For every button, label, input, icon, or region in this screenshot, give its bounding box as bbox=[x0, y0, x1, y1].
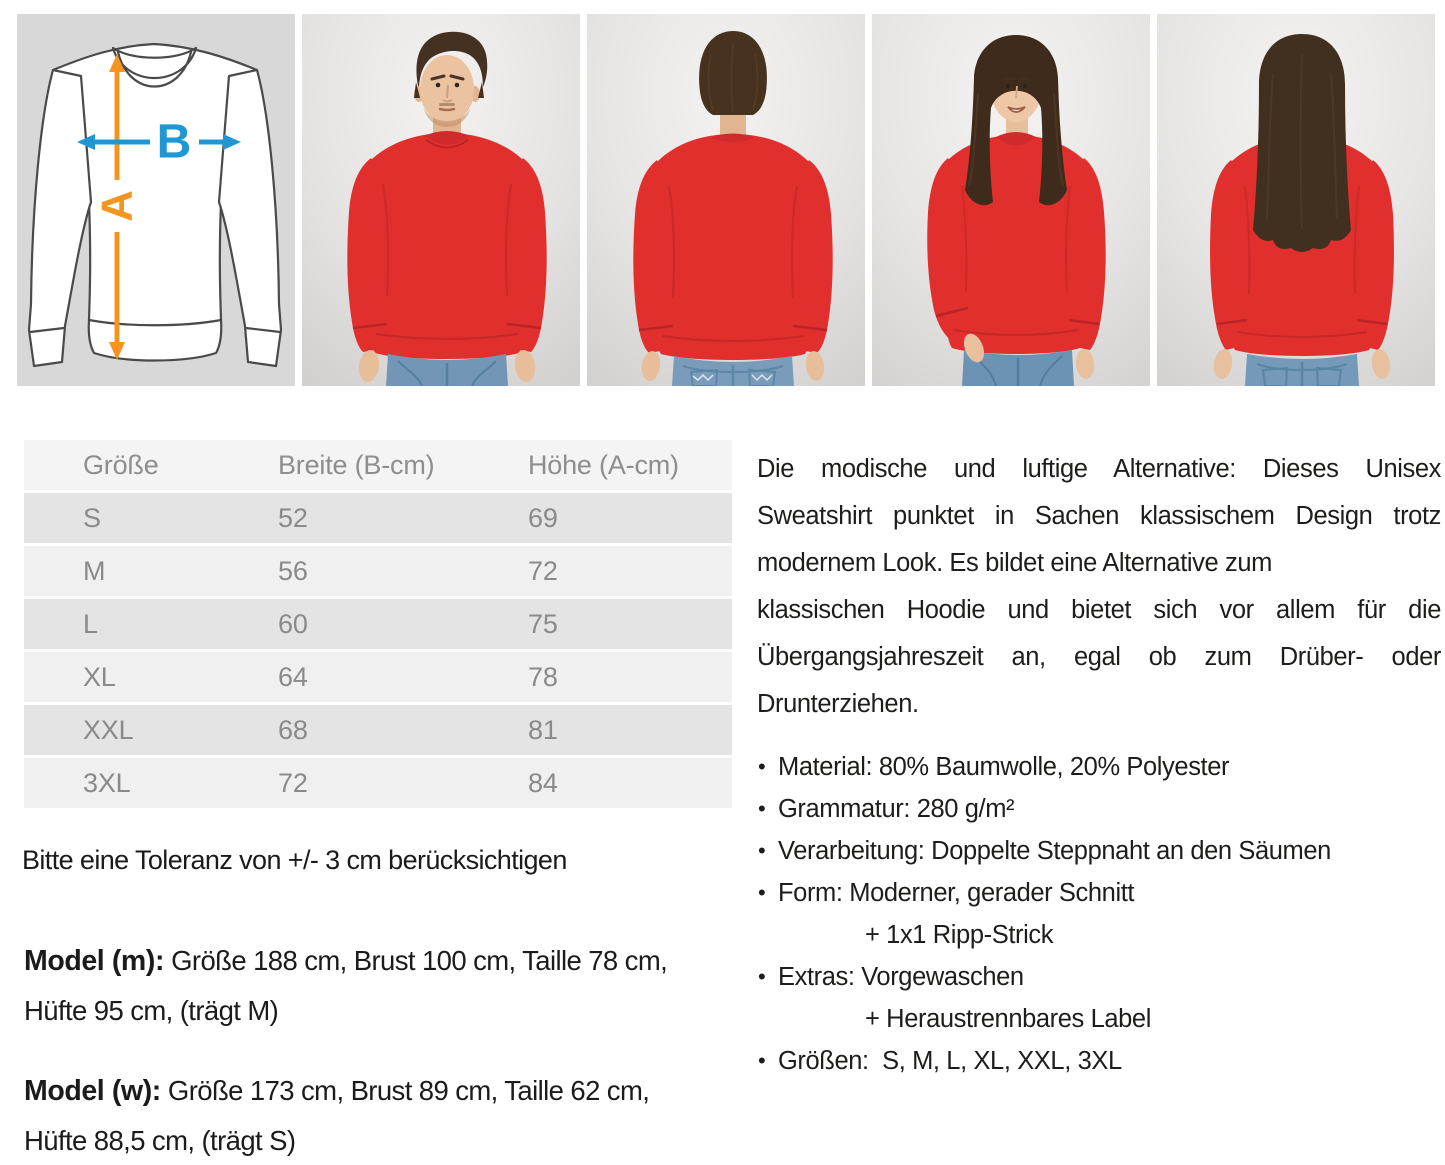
size-cell: 69 bbox=[528, 502, 558, 533]
size-table-row bbox=[24, 599, 732, 649]
feature-item bbox=[757, 956, 1441, 998]
size-diagram bbox=[17, 14, 295, 386]
feature-item bbox=[757, 788, 1441, 830]
height-label: A bbox=[92, 190, 142, 222]
size-cell: 81 bbox=[528, 714, 558, 745]
size-table-row bbox=[24, 493, 732, 543]
size-table-header-row bbox=[24, 440, 732, 490]
description-line: Übergangsjahreszeit an, egal ob zum Drüber- oder bbox=[757, 643, 1441, 671]
feature-text: + 1x1 Ripp-Strick bbox=[865, 921, 1054, 949]
model-m-label: Model (m): bbox=[24, 944, 165, 977]
size-cell: 72 bbox=[278, 767, 308, 798]
male-back-illustration bbox=[587, 14, 865, 386]
description-paragraph bbox=[757, 446, 1441, 728]
feature-item bbox=[757, 1040, 1441, 1082]
feature-continuation bbox=[757, 914, 1441, 956]
description-line: Die modische und luftige Alternative: Dieses Unisex bbox=[757, 455, 1441, 483]
feature-text: Form: Moderner, gerader Schnitt bbox=[778, 879, 1135, 907]
size-table-row bbox=[24, 705, 732, 755]
size-cell: 75 bbox=[528, 608, 558, 639]
image-gallery bbox=[17, 14, 1435, 386]
photo-male-back bbox=[587, 14, 865, 386]
size-cell: 52 bbox=[278, 502, 308, 533]
feature-continuation bbox=[757, 998, 1441, 1040]
model-w-details: Größe 173 cm, Brust 89 cm, Taille 62 cm, Hüfte 88,5 cm, (trägt S) bbox=[24, 1074, 650, 1156]
description-line: modernem Look. Es bildet eine Alternative zum bbox=[757, 549, 1272, 577]
photo-female-back bbox=[1157, 14, 1435, 386]
feature-text: Grammatur: 280 g/m² bbox=[778, 795, 1015, 823]
description-line: Sweatshirt punktet in Sachen klassischem Design trotz bbox=[757, 502, 1441, 530]
model-m-info bbox=[24, 936, 719, 1035]
size-cell: 84 bbox=[528, 767, 558, 798]
size-col-header: Größe bbox=[83, 449, 159, 480]
width-label: B bbox=[156, 115, 192, 169]
feature-item bbox=[757, 746, 1441, 788]
size-cell: 64 bbox=[278, 661, 308, 692]
female-front-illustration bbox=[872, 14, 1150, 386]
model-w-info bbox=[24, 1066, 719, 1165]
feature-text: Verarbeitung: Doppelte Steppnaht an den Säumen bbox=[778, 837, 1331, 865]
size-cell: 78 bbox=[528, 661, 558, 692]
female-back-illustration bbox=[1157, 14, 1435, 386]
photo-male-front bbox=[302, 14, 580, 386]
size-cell: 56 bbox=[278, 555, 308, 586]
size-table-row bbox=[24, 652, 732, 702]
size-cell: 72 bbox=[528, 555, 558, 586]
size-table bbox=[24, 440, 732, 811]
size-cell: 3XL bbox=[83, 767, 131, 798]
size-table-row bbox=[24, 546, 732, 596]
size-table-row bbox=[24, 758, 732, 808]
product-description-column bbox=[757, 446, 1441, 1082]
model-m-details: Größe 188 cm, Brust 100 cm, Taille 78 cm, Hüfte 95 cm, (trägt M) bbox=[24, 944, 668, 1026]
size-col-header: Höhe (A-cm) bbox=[528, 449, 679, 480]
size-cell: 68 bbox=[278, 714, 308, 745]
feature-text: + Heraustrennbares Label bbox=[865, 1005, 1151, 1033]
size-col-header: Breite (B-cm) bbox=[278, 449, 435, 480]
description-line: klassischen Hoodie und bietet sich vor allem für die bbox=[757, 596, 1441, 624]
size-cell: XL bbox=[83, 661, 116, 692]
description-line: Drunterziehen. bbox=[757, 690, 919, 718]
size-cell: S bbox=[83, 502, 101, 533]
feature-item bbox=[757, 872, 1441, 914]
size-diagram-drawing bbox=[17, 14, 295, 386]
feature-item bbox=[757, 830, 1441, 872]
tolerance-note: Bitte eine Toleranz von +/- 3 cm berücksichtigen bbox=[22, 845, 567, 875]
size-cell: XXL bbox=[83, 714, 134, 745]
feature-text: Größen: S, M, L, XL, XXL, 3XL bbox=[778, 1047, 1122, 1075]
size-cell: L bbox=[83, 608, 98, 639]
feature-text: Material: 80% Baumwolle, 20% Polyester bbox=[778, 753, 1230, 781]
photo-female-front bbox=[872, 14, 1150, 386]
feature-list bbox=[757, 746, 1441, 1082]
size-cell: M bbox=[83, 555, 106, 586]
size-cell: 60 bbox=[278, 608, 308, 639]
feature-text: Extras: Vorgewaschen bbox=[778, 963, 1024, 991]
model-w-label: Model (w): bbox=[24, 1074, 161, 1107]
male-front-illustration bbox=[302, 14, 580, 386]
